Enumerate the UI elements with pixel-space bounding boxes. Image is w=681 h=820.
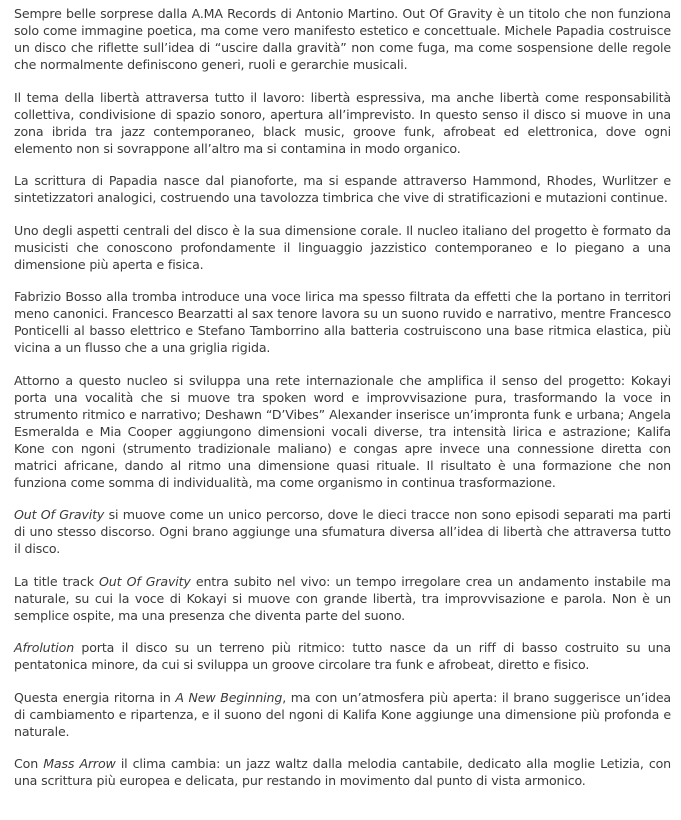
text-run: Con	[14, 756, 44, 771]
text-run: il clima cambia: un jazz waltz dalla melodia cantabile, dedicato alla moglie Letizia, con una scrittura più europea e delicata, pur restando in movimento dal punto di vista armonico.	[14, 756, 672, 788]
paragraph	[14, 288, 671, 356]
track-title: Mass Arrow	[43, 756, 116, 771]
track-title: Out Of Gravity	[99, 573, 191, 589]
text-run: La scrittura di Papadia nasce dal pianoforte, ma si espande attraverso Hammond, Rhodes, Wurlitzer e sintetizzatori analogici, costruendo una tavolozza timbrica che vive di stratificazioni e mutazioni continue.	[14, 173, 671, 205]
text-run: La title track	[14, 573, 100, 589]
text-run: porta il disco su un terreno più ritmico: tutto nasce da un riff di basso costruito su una pentatonica minore, da cui si sviluppa un groove circolare tra funk e afrobeat, diretto e fisico.	[14, 640, 671, 672]
paragraph	[14, 172, 671, 206]
text-run: Attorno a questo nucleo si sviluppa una rete internazionale che amplifica il senso del progetto: Kokayi porta una vocalità che si muove tra spoken word e improvvisazione pura, trasformando la voce in strumento ritmico e narrativo; Deshawn “D’Vibes” Alexander inserisce un’impronta funk e urbana; Angela Esmeralda e Mia Cooper aggiungono dimensioni vocali diverse, tra intensità lirica e astrazione; Kalifa Kone con ngoni (strumento tradizionale maliano) e congas apre invece una connessione diretta con matrici africane, dando al ritmo una dimensione quasi rituale. Il risultato è una formazione che non funziona come somma di individualità, ma come organismo in continua trasformazione.	[14, 372, 671, 490]
text-run: Questa energia ritorna in	[14, 689, 176, 705]
paragraph	[14, 689, 671, 740]
paragraph	[14, 222, 671, 273]
text-run: Uno degli aspetti centrali del disco è la sua dimensione corale. Il nucleo italiano del progetto è formato da musicisti che conoscono profondamente il linguaggio jazzistico contemporaneo e lo piegano a una dimensione più aperta e fisica.	[14, 222, 671, 272]
paragraph	[14, 89, 671, 157]
track-title: Afrolution	[14, 640, 75, 655]
paragraph	[14, 755, 671, 789]
track-title: A New Beginning	[175, 689, 283, 705]
paragraph	[14, 372, 671, 491]
paragraph	[14, 5, 671, 73]
paragraph	[14, 639, 671, 673]
text-run: Fabrizio Bosso alla tromba introduce una voce lirica ma spesso filtrata da effetti che la portano in territori meno canonici. Francesco Bearzatti al sax tenore lavora su un suono ruvido e narrativo, mentre Francesco Ponticelli al basso elettrico e Stefano Tamborrino alla batteria costruiscono una base ritmica elastica, più vicina a un flusso che a una griglia rigida.	[14, 289, 671, 355]
text-run: si muove come un unico percorso, dove le dieci tracce non sono episodi separati ma parti di uno stesso discorso. Ogni brano aggiunge una sfumatura diversa all’idea di libertà che attraversa tutto il disco.	[14, 507, 671, 556]
text-run: Sempre belle sorprese dalla A.MA Records di Antonio Martino. Out Of Gravity è un titolo che non funziona solo come immagine poetica, ma come vero manifesto estetico e concettuale. Michele Papadia costruisce un disco che riflette sull’idea di “uscire dalla gravità” non come fuga, ma come sospensione delle regole che normalmente definiscono generi, ruoli e gerarchie musicali.	[14, 6, 671, 72]
paragraph	[14, 506, 671, 557]
album-title: Out Of Gravity	[14, 507, 105, 522]
text-run: entra subito nel vivo: un tempo irregolare crea un andamento instabile ma naturale, su cui la voce di Kokayi si muove con grande libertà, tra improvvisazione e parola. Non è un semplice ospite, ma una presenza che diventa parte del suono.	[14, 573, 671, 623]
text-run: Il tema della libertà attraversa tutto il lavoro: libertà espressiva, ma anche libertà come responsabilità collettiva, condivisione di spazio sonoro, apertura all’imprevisto. In questo senso il disco si muove in una zona ibrida tra jazz contemporaneo, black music, groove funk, afrobeat ed elettronica, dove ogni elemento non si sovrappone all’altro ma si contamina in modo organico.	[14, 89, 671, 156]
paragraph	[14, 573, 671, 624]
text-run: , ma con un’atmosfera più aperta: il brano suggerisce un’idea di cambiamento e ripartenza, e il suono del ngoni di Kalifa Kone aggiunge una dimensione più profonda e naturale.	[14, 689, 671, 739]
